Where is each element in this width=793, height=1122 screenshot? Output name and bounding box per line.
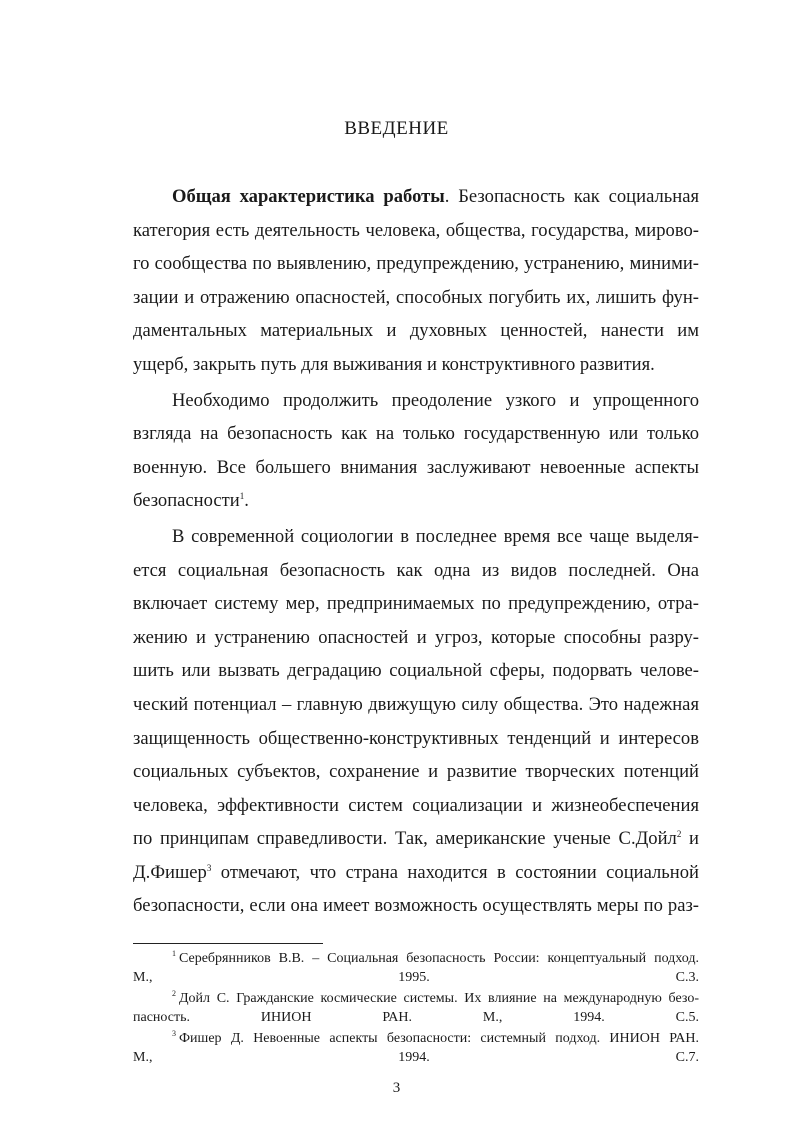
footnote-ref: 3 [206, 862, 212, 873]
text-line: ческий потенциал – главную движущую силу общества. Это надежная [133, 693, 699, 715]
text-line: В современной социологии в последнее время все чаще выделя- [172, 525, 699, 547]
text-fragment: . Безопасность как социальная [444, 186, 699, 207]
text-fragment: Серебрянников В.В. – Социальная безопасность России: концептуальный подход. [179, 951, 699, 966]
text-line: Необходимо продолжить преодоление узкого и упрощенного [172, 389, 699, 411]
text-line [133, 822, 699, 856]
section-heading: ВВЕДЕНИЕ [344, 118, 449, 139]
text-line: социальных субъектов, сохранение и развитие творческих потенций [133, 761, 699, 783]
text-fragment: Д.Фишер [133, 861, 207, 883]
page-number: 3 [392, 1080, 401, 1096]
text-fragment: по принципам справедливости. Так, американские ученые С.Дойл [133, 828, 677, 850]
footnote-line [133, 1030, 699, 1049]
footnote-3 [133, 1030, 699, 1067]
footnote-line: М., 1994. С.7. [133, 1049, 699, 1065]
footnote-separator [133, 943, 323, 944]
text-line [133, 180, 699, 214]
footnote-number: 3 [172, 1029, 176, 1039]
text-line: зации и отражению опасностей, способных погубить их, лишить фун- [133, 286, 699, 308]
text-line: шить или вызвать деградацию социальной сферы, подорвать челове- [133, 660, 699, 682]
text-fragment: отмечают, что страна находится в состоянии социальной [211, 861, 699, 883]
footnote-2 [133, 990, 699, 1027]
text-line: ется социальная безопасность как одна из видов последней. Она [133, 559, 699, 581]
footnote-ref: 2 [676, 829, 682, 840]
text-line: включает систему мер, предпринимаемых по предупреждению, отра- [133, 593, 699, 615]
text-fragment: безопасности [133, 490, 240, 512]
footnote-line: пасность. ИНИОН РАН. М., 1994. С.5. [133, 1009, 699, 1025]
footnote-line [133, 990, 699, 1009]
text-line: даментальных материальных и духовных ценностей, нанести им [133, 320, 699, 342]
paragraph-2 [133, 384, 699, 518]
footnote-line [133, 950, 699, 969]
paragraph-3 [133, 520, 699, 923]
footnote-number: 2 [172, 989, 176, 999]
text-fragment: Фишер Д. Невоенные аспекты безопасности: системный подход. ИНИОН РАН. [179, 1031, 699, 1046]
footnote-line: М., 1995. С.3. [133, 969, 699, 985]
text-line: военную. Все большего внимания заслуживают невоенные аспекты [133, 456, 699, 478]
bold-lead: Общая характеристика работы [172, 186, 445, 207]
text-fragment: . [244, 490, 249, 512]
text-line [133, 856, 699, 890]
paragraph-1 [133, 180, 699, 382]
text-line: ущерб, закрыть путь для выживания и конструктивного развития. [133, 353, 655, 375]
text-line: жению и устранению опасностей и угроз, которые способны разру- [133, 626, 699, 648]
text-line: человека, эффективности систем социализации и жизнеобеспечения [133, 794, 699, 816]
main-text [133, 180, 699, 925]
footnote-ref: 1 [239, 491, 245, 502]
text-line: безопасности, если она имеет возможность осуществлять меры по раз- [133, 895, 699, 917]
footnote-1 [133, 950, 699, 987]
text-fragment: и [681, 828, 699, 850]
footnotes [133, 950, 699, 1070]
text-fragment: Дойл С. Гражданские космические системы. Их влияние на международную безо- [179, 991, 699, 1006]
text-line: взгляда на безопасность как на только государственную или только [133, 423, 699, 445]
text-line [133, 484, 699, 518]
footnote-number: 1 [172, 949, 176, 959]
text-line: защищенность общественно-конструктивных тенденций и интересов [133, 727, 699, 749]
text-line: категория есть деятельность человека, общества, государства, мирово- [133, 219, 699, 241]
text-line: го сообщества по выявлению, предупреждению, устранению, миними- [133, 253, 699, 275]
